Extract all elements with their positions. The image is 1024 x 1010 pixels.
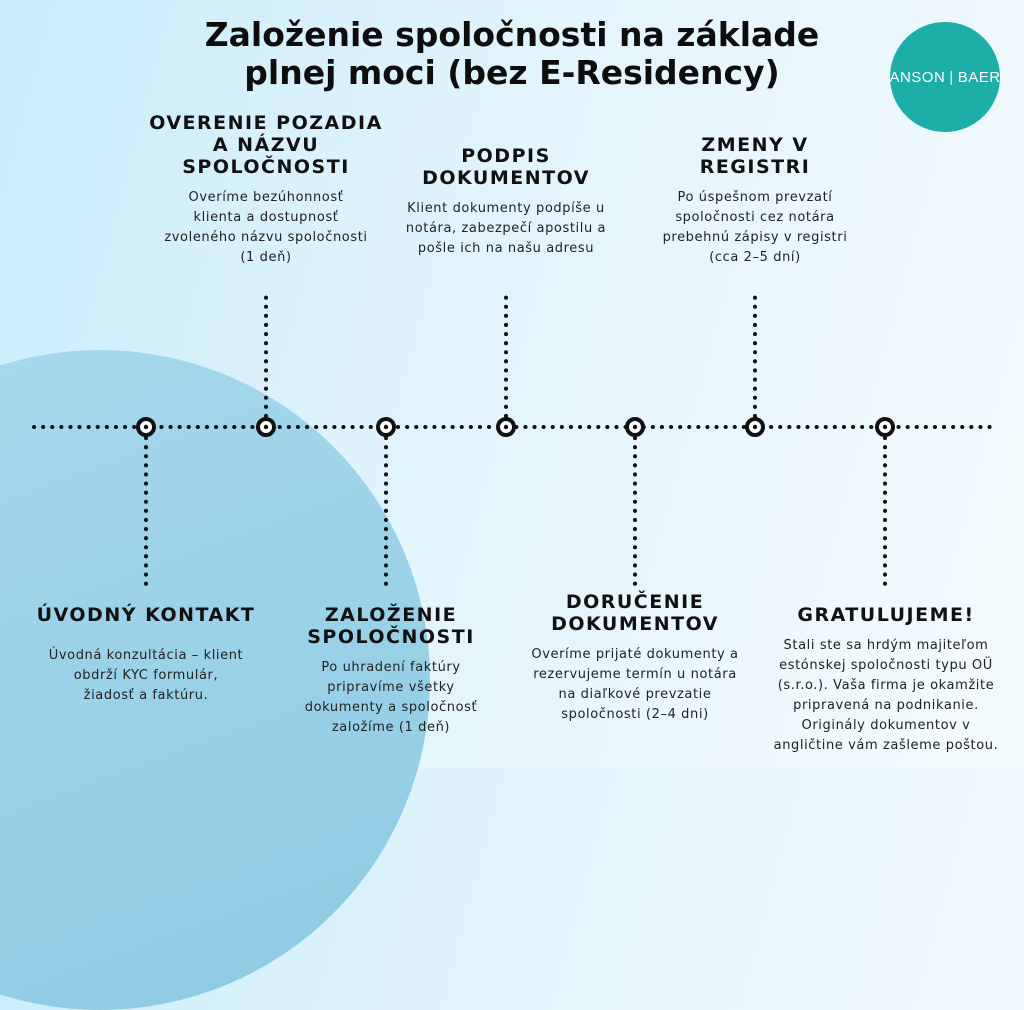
step-title-line: SPOLOČNOSTI [182, 156, 350, 178]
step-desc-line: (cca 2–5 dní) [709, 250, 801, 265]
step-desc-line: Po úspešnom prevzatí [677, 190, 833, 205]
logo-separator: | [949, 68, 954, 86]
step-desc-line: na diaľkové prevzatie [558, 687, 712, 702]
step-desc-line: spoločnosti (2–4 dni) [561, 707, 709, 722]
step-overenie-pozadia [136, 112, 396, 268]
step-desc-line: žiadosť a faktúru. [83, 688, 209, 703]
step-title-line: DOKUMENTOV [551, 613, 719, 635]
step-desc-line: angličtine vám zašleme poštou. [773, 738, 999, 753]
step-desc-line: (s.r.o.). Vaša firma je okamžite [777, 678, 995, 693]
step-description [266, 658, 516, 738]
step-title-line: A NÁZVU [212, 134, 320, 156]
step-title-line: ZALOŽENIE [324, 604, 458, 626]
step-title-line: ÚVODNÝ KONTAKT [36, 604, 256, 626]
step-uvodny-kontakt [16, 604, 276, 706]
step-desc-line: zvoleného názvu spoločnosti [164, 230, 368, 245]
logo-text-right: BAER [957, 68, 1001, 86]
step-description [16, 646, 276, 706]
timeline-node-uvodny-kontakt [138, 419, 154, 435]
step-desc-line: Klient dokumenty podpíše u [407, 201, 605, 216]
step-desc-line: prebehnú zápisy v registri [662, 230, 848, 245]
timeline-node-overenie-pozadia [258, 419, 274, 435]
step-desc-line: rezervujeme termín u notára [533, 667, 737, 682]
step-desc-line: Originály dokumentov v [801, 718, 971, 733]
step-desc-line: spoločnosti cez notára [675, 210, 835, 225]
timeline-node-gratulujeme [877, 419, 893, 435]
step-desc-line: (1 deň) [240, 250, 292, 265]
timeline-node-zmeny-v-registri [747, 419, 763, 435]
step-desc-line: dokumenty a spoločnosť [304, 700, 478, 715]
step-desc-line: Úvodná konzultácia – klient [48, 648, 244, 663]
step-description [754, 636, 1018, 756]
step-podpis-dokumentov [386, 145, 626, 259]
timeline-node-dorucenie-dokumentov [627, 419, 643, 435]
title-line: plnej moci (bez E-Residency) [244, 53, 780, 92]
step-title-line: REGISTRI [699, 156, 811, 178]
step-title-line: OVERENIE POZADIA [149, 112, 383, 134]
step-desc-line: založíme (1 deň) [331, 720, 451, 735]
step-title-line: SPOLOČNOSTI [307, 626, 475, 648]
step-desc-line: notára, zabezpečí apostilu a [405, 221, 607, 236]
step-title-line: PODPIS [461, 145, 551, 167]
step-description [386, 199, 626, 259]
step-title [754, 604, 1018, 626]
step-title-line: GRATULUJEME! [797, 604, 975, 626]
step-desc-line: Stali ste sa hrdým majiteľom [783, 638, 989, 653]
title-line: Založenie spoločnosti na základe [204, 15, 820, 54]
step-title-line: DORUČENIE [565, 591, 705, 613]
step-title-line: DOKUMENTOV [422, 167, 590, 189]
step-zalozenie-spolocnosti [266, 604, 516, 738]
step-desc-line: pripravíme všetky [327, 680, 455, 695]
step-desc-line: pošle ich na našu adresu [417, 241, 595, 256]
step-desc-line: Po uhradení faktúry [321, 660, 461, 675]
timeline-node-podpis-dokumentov [498, 419, 514, 435]
step-description [510, 645, 760, 725]
step-desc-line: Overíme bezúhonnosť [188, 190, 344, 205]
step-dorucenie-dokumentov [510, 591, 760, 725]
timeline-node-zalozenie-spolocnosti [378, 419, 394, 435]
step-title [266, 604, 516, 648]
step-desc-line: Overíme prijaté dokumenty a [531, 647, 739, 662]
step-description [136, 188, 396, 268]
step-title [386, 145, 626, 189]
step-desc-line: obdrží KYC formulár, [73, 668, 219, 683]
step-desc-line: klienta a dostupnosť [193, 210, 339, 225]
step-gratulujeme [754, 604, 1018, 756]
step-title [510, 591, 760, 635]
step-zmeny-v-registri [635, 134, 875, 268]
step-description [635, 188, 875, 268]
step-title-line: ZMENY V [701, 134, 809, 156]
step-title [16, 604, 276, 626]
step-desc-line: estónskej spoločnosti typu OÜ [779, 658, 993, 673]
step-title [136, 112, 396, 178]
step-title [635, 134, 875, 178]
logo-text-left: ANSON [889, 68, 946, 86]
step-desc-line: pripravená na podnikanie. [793, 698, 979, 713]
